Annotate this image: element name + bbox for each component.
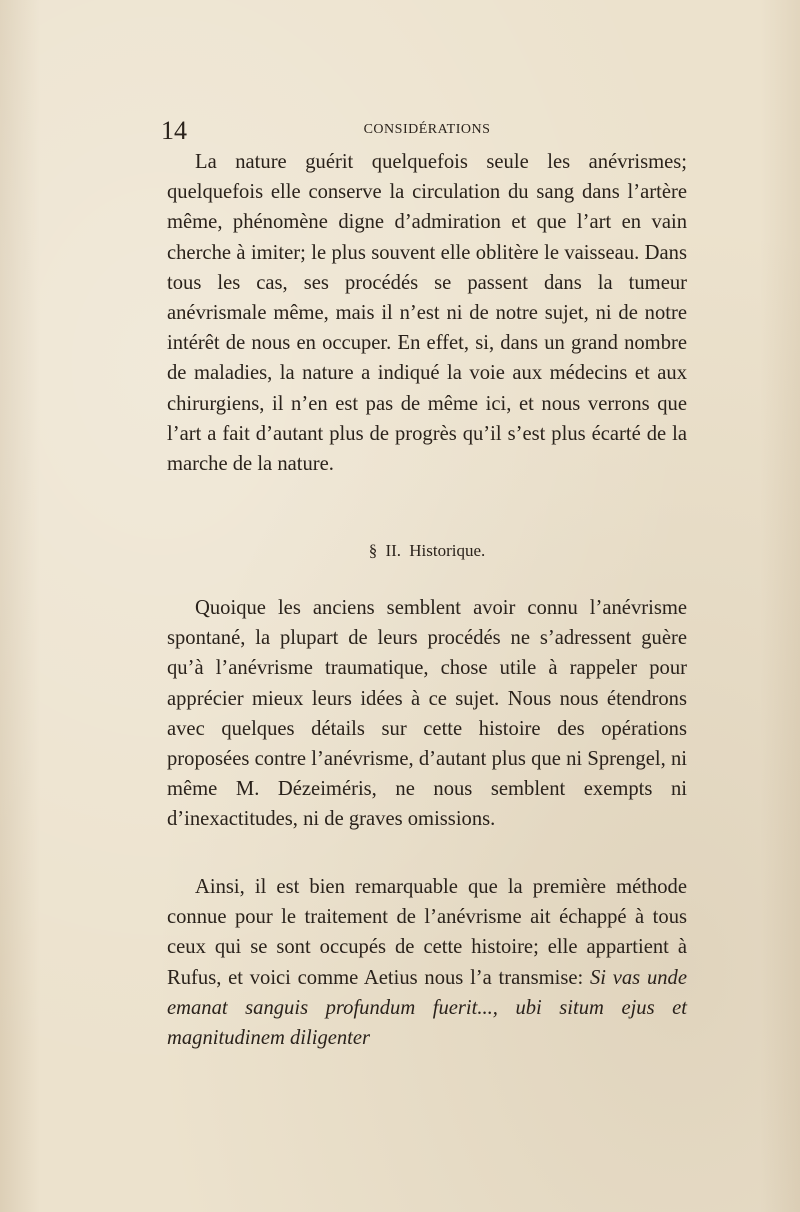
paragraph-3-roman: Ainsi, il est bien remarquable que la première méthode connue pour le traitement de l’anévrisme ait échappé à tous ceux qui se sont occupés de cette histoire; elle appartient à Rufus, et voici comme Aetius nous l’a transmise: xyxy=(167,876,687,989)
paragraph-1-text: La nature guérit quelquefois seule les anévrismes; quelquefois elle conserve la circulation du sang dans l’artère même, phénomène digne d’admiration et que l’art en vain cherche à imiter; le plus souvent elle oblitère le vaisseau. Dans tous les cas, ses procédés se passent dans la tumeur anévrismale même, mais il n’est ni de notre sujet, ni de notre intérêt de nous en occuper. En effet, si, dans un grand nombre de maladies, la nature a indiqué la voie aux médecins et aux chirurgiens, il n’en est pas de même ici, et nous verrons que l’art a fait d’autant plus de progrès qu’il s’est plus écarté de la marche de la nature. xyxy=(167,151,687,476)
running-title: CONSIDÉRATIONS xyxy=(363,122,491,137)
page-number: 14 xyxy=(161,116,187,145)
page-header xyxy=(161,116,687,146)
section-symbol: § xyxy=(368,541,378,560)
paragraph-1 xyxy=(167,147,687,479)
section-number: II. xyxy=(385,541,402,560)
section-heading xyxy=(167,539,687,563)
paragraph-2 xyxy=(167,593,687,835)
latin-quotation: Si vas unde emanat sanguis profundum fuerit..., ubi situm ejus et magnitudinem diligenter xyxy=(167,966,687,1050)
paragraph-3 xyxy=(167,872,687,1053)
paragraph-3-text xyxy=(167,872,687,1053)
section-title: Historique. xyxy=(409,541,486,560)
paragraph-2-text: Quoique les anciens semblent avoir connu l’anévrisme spontané, la plupart de leurs procédés ne s’adressent guère qu’à l’anévrisme traumatique, chose utile à rappeler pour apprécier mieux leurs idées à ce sujet. Nous nous étendrons avec quelques détails sur cette histoire des opérations proposées contre l’anévrisme, d’autant plus que ni Sprengel, ni même M. Dézeiméris, ne nous semblent exempts ni d’inexactitudes, ni de graves omissions. xyxy=(167,597,687,831)
